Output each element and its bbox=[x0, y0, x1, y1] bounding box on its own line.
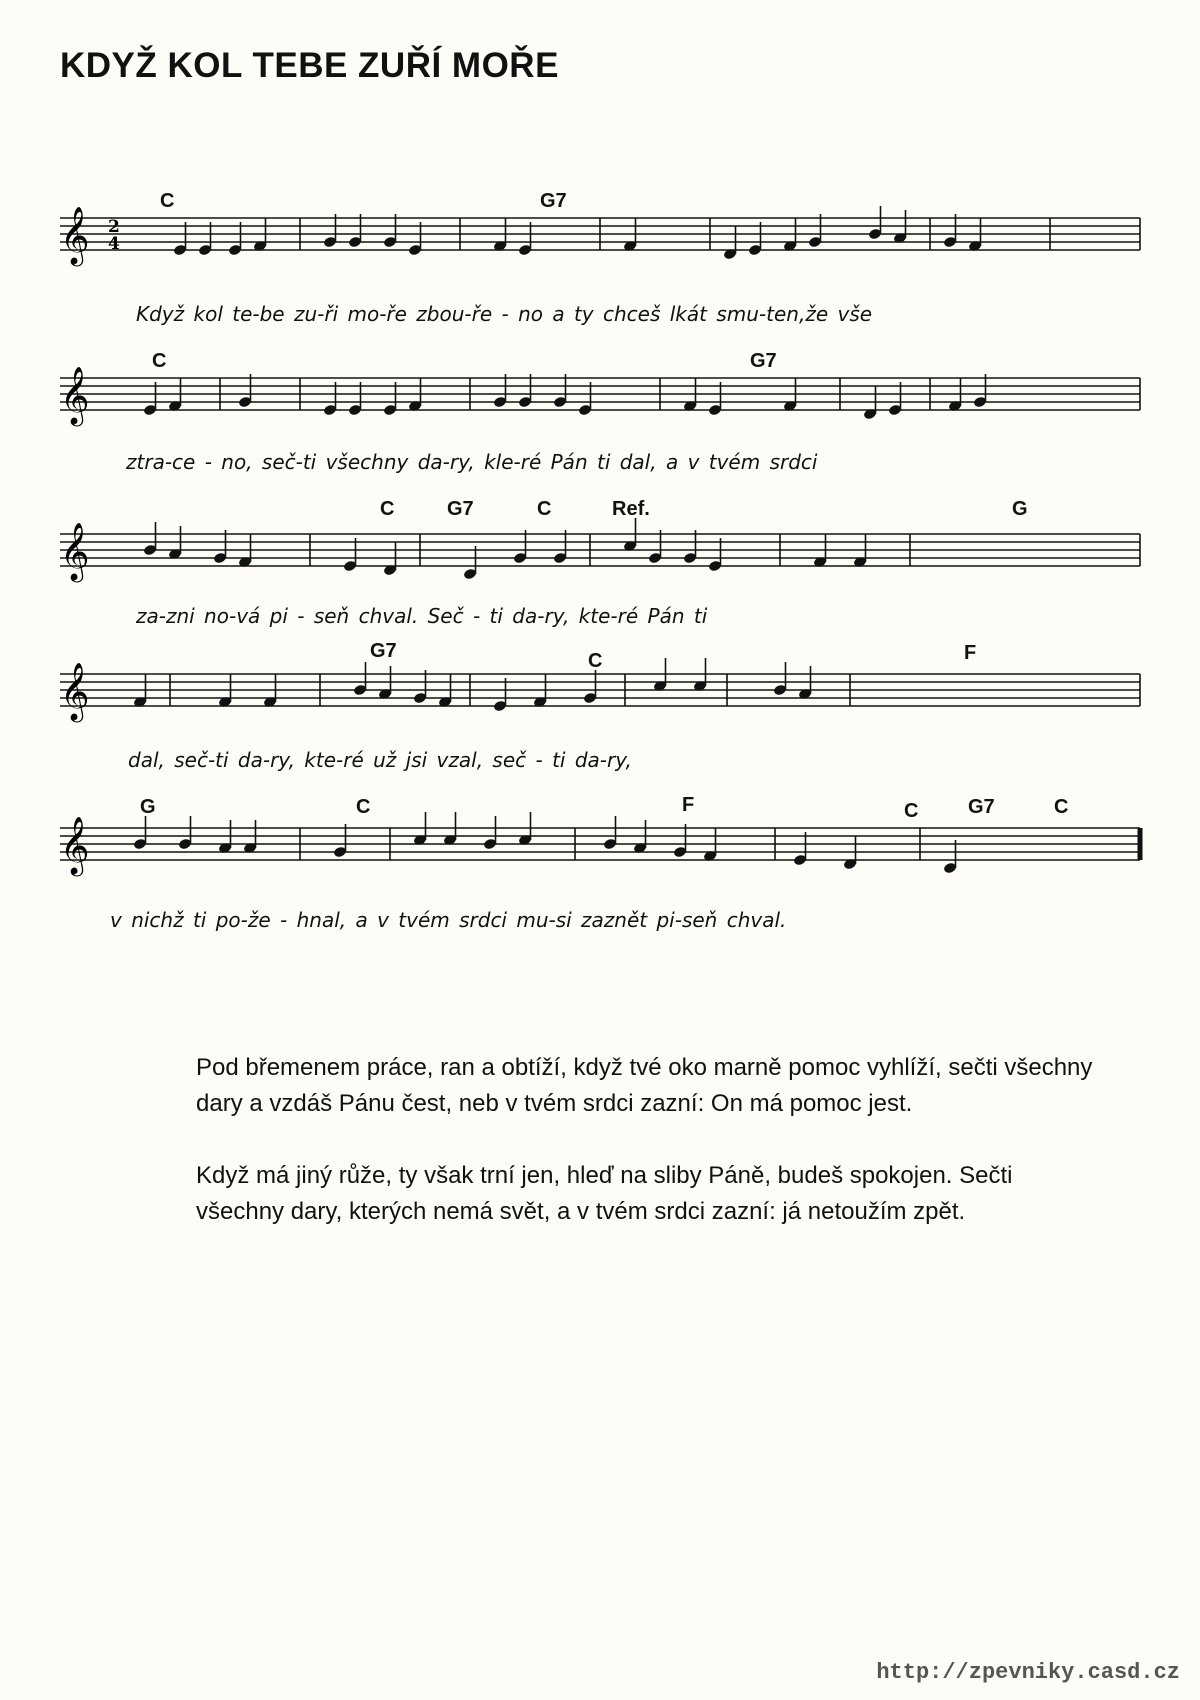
chord-symbol: G7 bbox=[540, 190, 567, 212]
music-system-1 bbox=[0, 190, 1200, 326]
lyrics-line-2: ztra-ce - no, seč-ti všechny da-ry, kle-ré Pán ti dal, a v tvém srdci bbox=[126, 450, 818, 474]
chord-symbol: G7 bbox=[968, 796, 995, 818]
footer-url: http://zpevniky.casd.cz bbox=[876, 1660, 1180, 1685]
verse-1: Pod břemenem práce, ran a obtíží, když tvé oko marně pomoc vyhlíží, sečti všechny dary a vzdáš Pánu čest, neb v tvém srdci zazní: On má pomoc jest. bbox=[196, 1054, 1093, 1117]
chord-symbol: C bbox=[1054, 796, 1069, 818]
lyrics-line-4: dal, seč-ti da-ry, kte-ré už jsi vzal, seč - ti da-ry, bbox=[128, 748, 632, 772]
chord-symbol: F bbox=[682, 794, 695, 816]
treble-clef-icon: 𝄞 bbox=[60, 662, 90, 720]
chord-symbol: C bbox=[160, 190, 175, 212]
chord-symbol: C bbox=[356, 796, 371, 818]
time-signature: 2 bbox=[108, 217, 120, 237]
staff-1 bbox=[0, 190, 1200, 320]
time-signature: 4 bbox=[108, 234, 120, 254]
chord-symbol: C bbox=[588, 650, 603, 672]
chord-symbol: F bbox=[964, 642, 977, 664]
chord-symbol: C bbox=[904, 800, 919, 822]
chord-symbol: C bbox=[152, 350, 167, 372]
verse-2: Když má jiný růže, ty však trní jen, hleď na sliby Páně, budeš spokojen. Sečti všechny dary, kterých nemá svět, a v tvém srdci zazní: já netoužím zpět. bbox=[196, 1162, 1013, 1225]
lyrics-line-3: za-zni no-vá pi - seň chval. Seč - ti da-ry, kte-ré Pán ti bbox=[136, 604, 708, 628]
lyrics-line-1: Když kol te-be zu-ři mo-ře zbou-ře - no a ty chceš lkát smu-ten,že vše bbox=[136, 302, 873, 326]
treble-clef-icon: 𝄞 bbox=[60, 816, 90, 874]
music-system-2 bbox=[0, 350, 1200, 480]
staff-lines bbox=[60, 828, 1140, 860]
song-title: KDYŽ KOL TEBE ZUŘÍ MOŘE bbox=[60, 46, 559, 85]
music-system-4 bbox=[0, 640, 1200, 780]
chord-symbol: C bbox=[380, 498, 395, 520]
treble-clef-icon: 𝄞 bbox=[60, 522, 90, 580]
chord-symbol: Ref. bbox=[612, 498, 650, 520]
lyrics-line-5: v nichž ti po-že - hnal, a v tvém srdci mu-si zaznět pi-seň chval. bbox=[110, 908, 787, 932]
music-system-5 bbox=[0, 794, 1200, 944]
chord-symbol: C bbox=[537, 498, 552, 520]
chord-symbol: G7 bbox=[447, 498, 474, 520]
treble-clef-icon: 𝄞 bbox=[60, 206, 90, 264]
verses bbox=[196, 1050, 1096, 1266]
treble-clef-icon: 𝄞 bbox=[60, 366, 90, 424]
chord-symbol: G7 bbox=[370, 640, 397, 662]
chord-symbol: G7 bbox=[750, 350, 777, 372]
chord-symbol: G bbox=[140, 796, 156, 818]
music-system-3 bbox=[0, 498, 1200, 638]
chord-symbol: G bbox=[1012, 498, 1028, 520]
